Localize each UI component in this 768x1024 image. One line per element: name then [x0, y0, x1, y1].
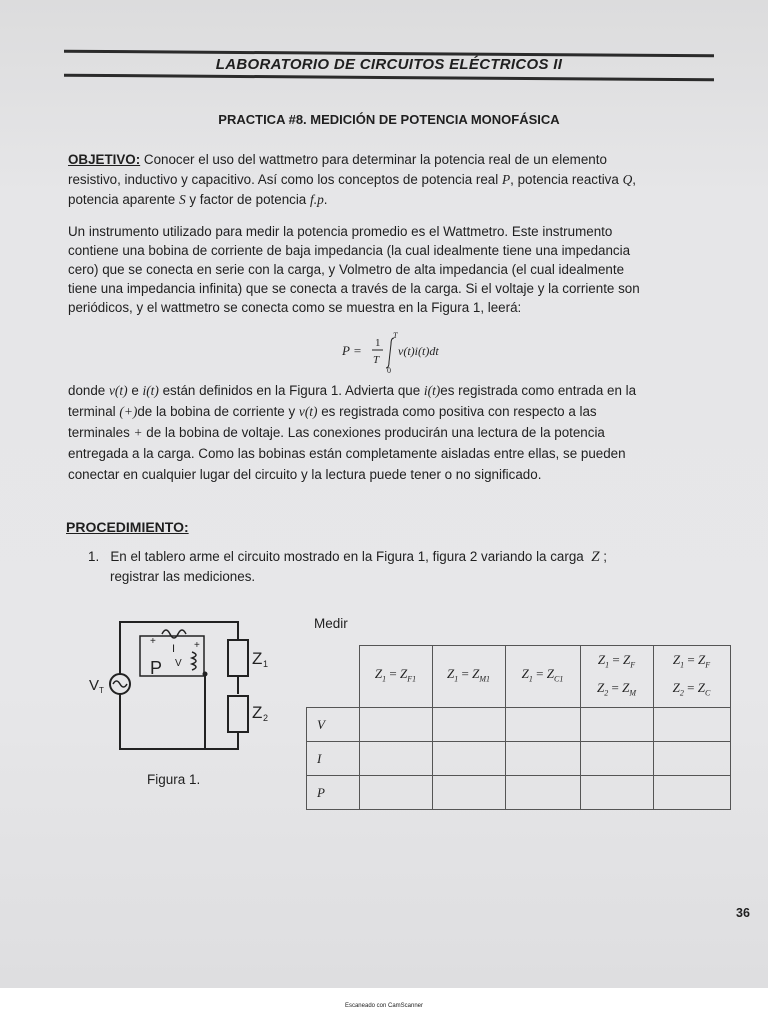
expl-l1d: es registrada como entrada en la	[440, 383, 637, 398]
header-equation: $Z_1 = Z_{M1}$	[447, 665, 490, 684]
objective-line2c: ,	[632, 172, 636, 187]
intro-line4: tiene una impedancia infinita) que se conecta a través de la carga. Si el voltaje y la corriente son	[68, 281, 640, 296]
objective-line3c: .	[323, 192, 328, 207]
load-z2	[228, 696, 248, 732]
load-z1	[228, 640, 248, 676]
header-equation: $Z_2 = Z_M$	[597, 679, 636, 698]
table-header-row	[307, 646, 731, 708]
circuit-diagram	[80, 612, 300, 762]
expl-l3a: terminales	[68, 425, 130, 440]
explanation-paragraph	[68, 380, 720, 485]
table-cell	[505, 742, 580, 776]
formula-lhs: P =	[342, 343, 362, 358]
node-dot	[203, 672, 208, 677]
table-row	[307, 776, 731, 810]
coil-i-label: I	[172, 643, 176, 655]
table-cell	[432, 708, 505, 742]
header-cell-2	[432, 646, 505, 708]
header-equation: $Z_1 = Z_F$	[672, 651, 711, 670]
measurement-table	[306, 645, 731, 810]
power-formula	[330, 330, 490, 374]
item-semicolon: ;	[603, 549, 607, 564]
expl-l3b: de la bobina de voltaje. Las conexiones producirán una lectura de la potencia	[146, 425, 605, 440]
header-cell-3	[505, 646, 580, 708]
symbol-i-t-2: i(t)	[423, 383, 441, 398]
page-number: 36	[736, 906, 750, 920]
plus-current: +	[150, 636, 156, 647]
intro-paragraph	[68, 222, 720, 317]
expl-l5: conectar en cualquier lugar del circuito y la lectura puede tener o no significado.	[68, 467, 542, 482]
item-line1: En el tablero arme el circuito mostrado en la Figura 1, figura 2 variando la carga	[110, 549, 584, 564]
symbol-plus: +	[133, 425, 143, 440]
expl-l2b: de la bobina de corriente y	[137, 404, 296, 419]
source-label: V	[89, 677, 100, 694]
wattmeter-label: P	[150, 658, 163, 678]
plus-voltage: +	[194, 640, 200, 651]
formula-num: 1	[375, 337, 381, 349]
expl-l2c: es registrada como positiva con respecto a las	[321, 404, 597, 419]
header-cell-1	[359, 646, 432, 708]
ac-symbol-icon	[113, 681, 127, 687]
figure-caption: Figura 1.	[147, 772, 201, 787]
symbol-s: S	[178, 192, 186, 207]
row-label: P	[307, 776, 360, 810]
table-cell	[432, 776, 505, 810]
integral-upper: T	[393, 331, 398, 340]
symbol-q: Q	[622, 172, 633, 187]
current-coil	[162, 630, 186, 638]
measure-label: Medir	[314, 616, 348, 631]
table-cell	[432, 742, 505, 776]
table-cell	[505, 708, 580, 742]
header-equation: $Z_1 = Z_F$	[597, 651, 636, 670]
symbol-i-t: i(t)	[142, 383, 159, 398]
expl-l2a: terminal	[68, 404, 116, 419]
header-bottom-rule	[64, 74, 714, 82]
procedure-heading: PROCEDIMIENTO:	[66, 519, 189, 535]
expl-l4: entregada a la carga. Como las bobinas están completamente aisladas entre ellas, se pueden	[68, 446, 626, 461]
symbol-v-t-2: v(t)	[298, 404, 318, 419]
practice-title: PRACTICA #8. MEDICIÓN DE POTENCIA MONOFÁSICA	[218, 112, 560, 127]
table-cell	[580, 708, 653, 742]
voltage-coil	[192, 652, 196, 670]
expl-l1a: donde	[68, 383, 106, 398]
integral-sign	[386, 338, 394, 368]
table-corner-cell	[307, 646, 360, 708]
intro-line2: contiene una bobina de corriente de baja impedancia (la cual idealmente tiene una impedancia	[68, 243, 631, 258]
procedure-item-1	[88, 547, 708, 587]
expl-l1c: están definidos en la Figura 1. Advierta que	[162, 383, 421, 398]
objective-line3: potencia aparente	[68, 192, 176, 207]
z2-subscript: 2	[263, 713, 269, 723]
objective-line2: resistivo, inductivo y capacitivo. Así como los conceptos de potencia real	[68, 172, 499, 187]
table-cell	[580, 776, 653, 810]
symbol-fp: f.p	[310, 192, 324, 207]
symbol-v-t: v(t)	[108, 383, 128, 398]
table-cell	[580, 742, 653, 776]
header-equation: $Z_2 = Z_C$	[672, 679, 711, 698]
item-line2: registrar las mediciones.	[110, 569, 256, 584]
table-cell	[359, 708, 432, 742]
z1-subscript: 1	[263, 659, 269, 669]
table-cell	[359, 742, 432, 776]
scanner-watermark: Escaneado con CamScanner	[344, 1003, 424, 1009]
intro-line3: cero) que se conecta en serie con la carga, y Volmetro de alta impedancia (el cual idealmente	[68, 262, 625, 277]
table-cell	[359, 776, 432, 810]
objective-label: OBJETIVO:	[68, 152, 141, 167]
row-label: I	[307, 742, 360, 776]
symbol-plus-paren: (+)	[119, 404, 138, 419]
header-equation: $Z_1 = Z_{F1}$	[374, 665, 417, 684]
symbol-z: Z	[591, 549, 600, 565]
table-row	[307, 708, 731, 742]
symbol-p: P	[501, 172, 511, 187]
source-subscript: T	[99, 686, 104, 695]
header-equation: $Z_1 = Z_{C1}$	[521, 665, 564, 684]
objective-line2b: , potencia reactiva	[510, 172, 619, 187]
table-cell	[653, 776, 730, 810]
integral-lower: 0	[387, 366, 391, 374]
z2-label: Z	[252, 703, 263, 722]
z1-label: Z	[252, 649, 263, 668]
table-cell	[505, 776, 580, 810]
objective-paragraph	[68, 150, 720, 210]
table-cell	[653, 708, 730, 742]
objective-line1: Conocer el uso del wattmetro para determinar la potencia real de un elemento	[143, 152, 607, 167]
header-cell-5	[653, 646, 730, 708]
row-label: V	[307, 708, 360, 742]
item-number: 1.	[88, 549, 100, 564]
coil-v-label: V	[175, 658, 182, 669]
formula-integrand: v(t)i(t)dt	[398, 344, 439, 358]
formula-den: T	[373, 354, 380, 366]
expl-l1b: e	[131, 383, 139, 398]
objective-line3b: y factor de potencia	[189, 192, 307, 207]
intro-line1: Un instrumento utilizado para medir la potencia promedio es el Wattmetro. Este instrumento	[68, 224, 613, 239]
table-row	[307, 742, 731, 776]
lab-title: LABORATORIO DE CIRCUITOS ELÉCTRICOS II	[215, 56, 563, 73]
wire-bottom	[120, 694, 238, 749]
header-cell-4	[580, 646, 653, 708]
table-cell	[653, 742, 730, 776]
intro-line5: periódicos, y el wattmetro se conecta como se muestra en la Figura 1, leerá:	[68, 300, 522, 315]
